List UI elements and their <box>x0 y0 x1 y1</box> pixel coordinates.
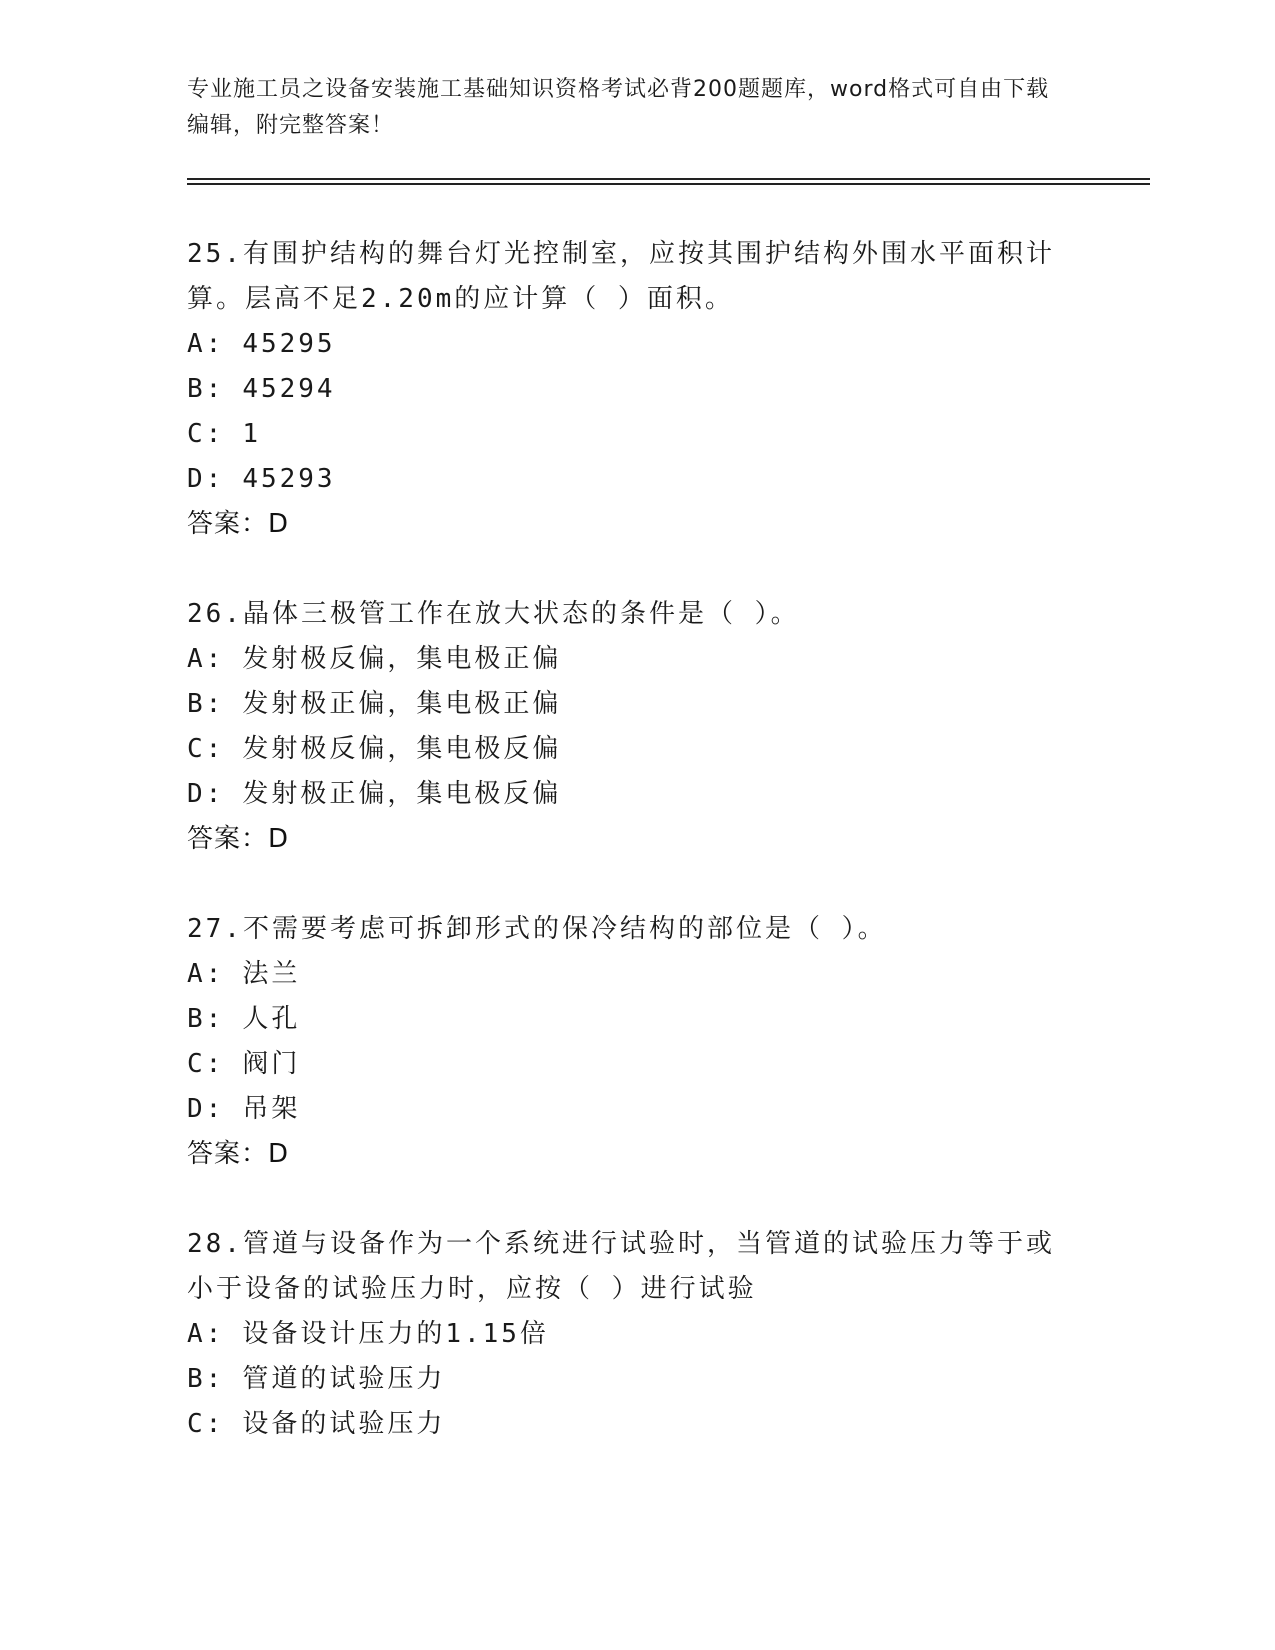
option-text: 管道的试验压力 <box>242 1364 446 1394</box>
option-a <box>187 322 1087 367</box>
option-b <box>187 682 1087 727</box>
option-letter: B: <box>187 689 225 719</box>
option-text: 发射极反偏，集电极反偏 <box>242 734 562 764</box>
question-25 <box>187 232 1087 547</box>
option-letter: C: <box>187 734 225 764</box>
option-d <box>187 772 1087 817</box>
option-letter: D: <box>187 1094 225 1124</box>
option-letter: A: <box>187 959 225 989</box>
option-text: 设备的试验压力 <box>242 1409 446 1439</box>
question-stem: 25.有围护结构的舞台灯光控制室，应按其围护结构外围水平面积计算。层高不足2.20m的应计算（ ）面积。 <box>187 239 1055 314</box>
option-b <box>187 997 1087 1042</box>
option-b <box>187 1357 1087 1402</box>
question-list <box>187 232 1087 1492</box>
option-text: 吊架 <box>242 1094 301 1124</box>
option-c <box>187 1042 1087 1087</box>
answer-label: 答案：D <box>187 1139 290 1169</box>
option-b <box>187 367 1087 412</box>
option-c <box>187 1402 1087 1447</box>
question-stem: 28.管道与设备作为一个系统进行试验时，当管道的试验压力等于或小于设备的试验压力时，应按（ ）进行试验 <box>187 1229 1055 1304</box>
option-text: 45293 <box>242 464 336 494</box>
option-a <box>187 1312 1087 1357</box>
option-c <box>187 412 1087 457</box>
option-letter: B: <box>187 1004 225 1034</box>
option-text: 发射极反偏，集电极正偏 <box>242 644 562 674</box>
option-letter: B: <box>187 1364 225 1394</box>
question-28 <box>187 1222 1087 1447</box>
option-text: 1 <box>242 419 261 449</box>
question-27 <box>187 907 1087 1177</box>
option-d <box>187 457 1087 502</box>
option-text: 设备设计压力的1.15倍 <box>242 1319 549 1349</box>
option-letter: D: <box>187 779 225 809</box>
option-text: 法兰 <box>242 959 301 989</box>
option-text: 阀门 <box>242 1049 301 1079</box>
option-letter: B: <box>187 374 225 404</box>
question-stem: 27.不需要考虑可拆卸形式的保冷结构的部位是（ ）。 <box>187 914 887 944</box>
option-d <box>187 1087 1087 1132</box>
question-26 <box>187 592 1087 862</box>
answer-label: 答案：D <box>187 824 290 854</box>
header-divider-bottom <box>187 183 1150 185</box>
option-letter: A: <box>187 1319 225 1349</box>
option-letter: C: <box>187 1049 225 1079</box>
option-letter: A: <box>187 329 225 359</box>
option-letter: C: <box>187 1409 225 1439</box>
option-a <box>187 637 1087 682</box>
option-text: 发射极正偏，集电极反偏 <box>242 779 562 809</box>
option-letter: D: <box>187 464 225 494</box>
option-text: 发射极正偏，集电极正偏 <box>242 689 562 719</box>
option-letter: A: <box>187 644 225 674</box>
option-a <box>187 952 1087 997</box>
option-text: 45295 <box>242 329 336 359</box>
header-divider-top <box>187 178 1150 180</box>
option-text: 45294 <box>242 374 336 404</box>
document-header: 专业施工员之设备安装施工基础知识资格考试必背200题题库，word格式可自由下载编辑，附完整答案！ <box>187 77 1050 138</box>
question-stem: 26.晶体三极管工作在放大状态的条件是（ ）。 <box>187 599 800 629</box>
option-c <box>187 727 1087 772</box>
answer-label: 答案：D <box>187 509 290 539</box>
option-text: 人孔 <box>242 1004 301 1034</box>
option-letter: C: <box>187 419 225 449</box>
